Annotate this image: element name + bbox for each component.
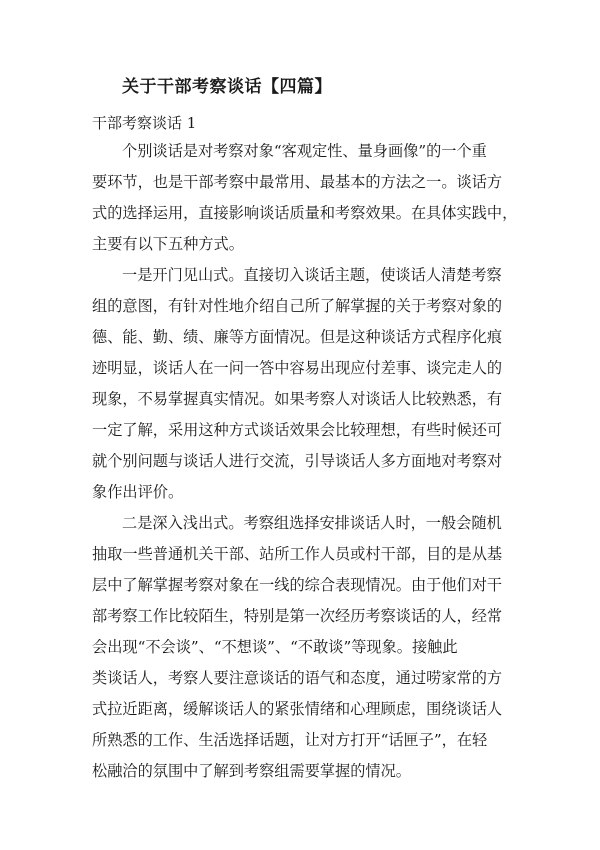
paragraph-line: 现象，不易掌握真实情况。如果考察人对谈话人比较熟悉，有 bbox=[92, 390, 503, 408]
document-title: 关于干部考察谈话【四篇】 bbox=[122, 77, 332, 97]
paragraph-line: 部考察工作比较陌生，特别是第一次经历考察谈话的人，经常 bbox=[92, 607, 503, 625]
paragraph-line: 式的选择运用，直接影响谈话质量和考察效果。在具体实践中， bbox=[92, 204, 518, 222]
paragraph-line: 就个别问题与谈话人进行交流，引导谈话人多方面地对考察对 bbox=[92, 452, 503, 470]
paragraph-line: 象作出评价。 bbox=[92, 483, 184, 501]
paragraph-line: 会出现“不会谈”、“不想谈”、“不敢谈”等现象。接触此 bbox=[92, 638, 458, 656]
paragraph-line: 个别谈话是对考察对象“客观定性、量身画像”的一个重 bbox=[122, 142, 487, 160]
paragraph-line: 层中了解掌握考察对象在一线的综合表现情况。由于他们对干 bbox=[92, 576, 503, 594]
paragraph-line: 一是开门见山式。直接切入谈话主题，使谈话人清楚考察 bbox=[122, 266, 502, 284]
paragraph-line: 主要有以下五种方式。 bbox=[92, 235, 244, 253]
paragraph-line: 组的意图，有针对性地介绍自己所了解掌握的关于考察对象的 bbox=[92, 297, 503, 315]
paragraph-line: 德、能、勤、绩、廉等方面情况。但是这种谈话方式程序化痕 bbox=[92, 328, 503, 346]
section-subtitle: 干部考察谈话 1 bbox=[92, 114, 197, 132]
paragraph-line: 类谈话人，考察人要注意谈话的语气和态度，通过唠家常的方 bbox=[92, 669, 503, 687]
paragraph-line: 迹明显，谈话人在一问一答中容易出现应付差事、谈完走人的 bbox=[92, 359, 503, 377]
paragraph-line: 要环节，也是干部考察中最常用、最基本的方法之一。谈话方 bbox=[92, 173, 503, 191]
paragraph-line: 二是深入浅出式。考察组选择安排谈话人时，一般会随机 bbox=[122, 514, 502, 532]
paragraph-line: 式拉近距离，缓解谈话人的紧张情绪和心理顾虑，围绕谈话人 bbox=[92, 700, 503, 718]
paragraph-line: 一定了解，采用这种方式谈话效果会比较理想，有些时候还可 bbox=[92, 421, 503, 439]
paragraph-line: 所熟悉的工作、生活选择话题，让对方打开“话匣子”，在轻 bbox=[92, 731, 488, 749]
paragraph-line: 抽取一些普通机关干部、站所工作人员或村干部，目的是从基 bbox=[92, 545, 503, 563]
paragraph-line: 松融洽的氛围中了解到考察组需要掌握的情况。 bbox=[92, 762, 411, 780]
